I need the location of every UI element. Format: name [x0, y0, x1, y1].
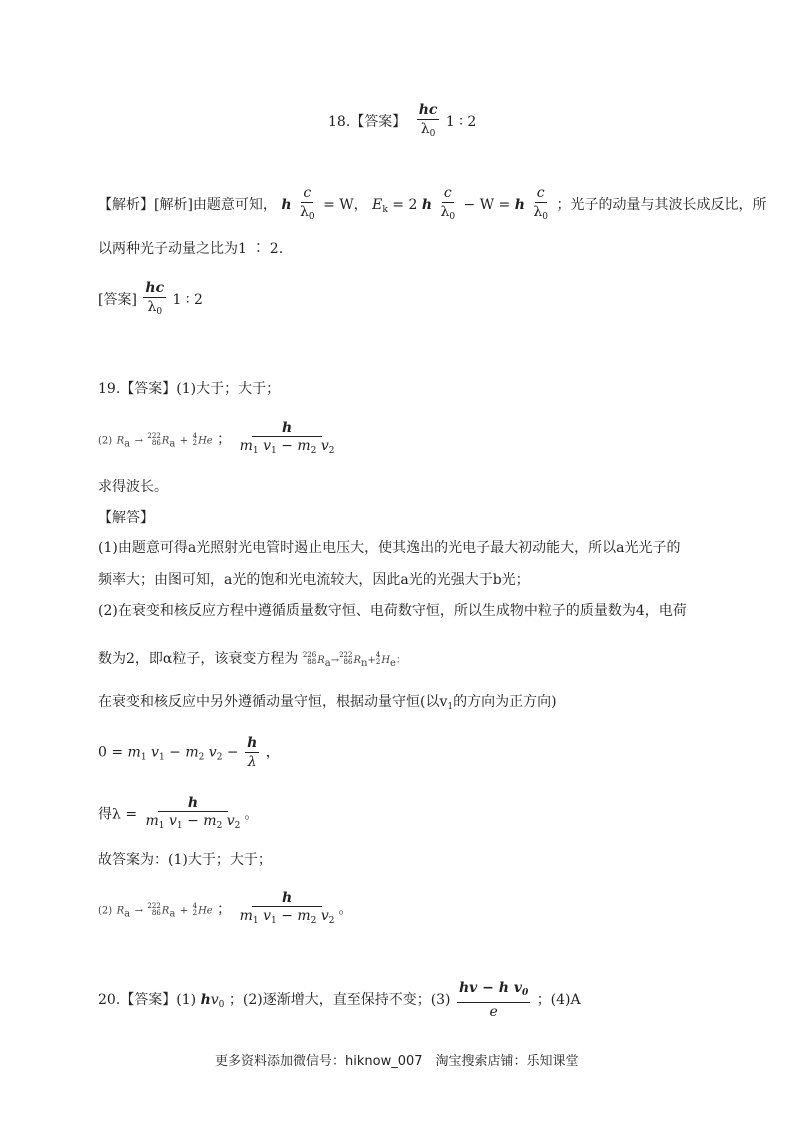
q19-wave-line: 求得波长。 [98, 479, 168, 495]
q19-result-eq: 得λ = $\frac{h}{m_1 v_1 - m_2 v_2}$ 。 [98, 795, 259, 831]
q19-p1-line2: 频率大；由图可知，a光的饱和光电流较大，因此a光的光强大于b光； [98, 572, 530, 588]
q19-p1-line1: (1)由题意可得a光照射光电管时遏止电压大，使其逸出的光电子最大初动能大，所以a光光子的 [98, 540, 681, 556]
q19-final-equation: (2) $R_a$ → 222 86 $R_a$ + 4 2 He ； $\frac{h}{m_1 v_1 - m_2 v_2}$ 。 [98, 890, 353, 926]
q19-title: 19.【答案】(1)大于；大于； [98, 381, 281, 397]
q18-answer-line [328, 102, 476, 142]
q19-final-prefix: 故答案为：(1)大于；大于； [98, 852, 272, 868]
q18-fraction: $\frac{hc}{\lambda_0}$ [418, 102, 438, 139]
q19-momentum-eq: $0 = m_1$ $v_1 - m_2$ $v_2$ − $\frac{h}{\lambda}$ ， [98, 735, 280, 770]
footer-text: 更多资料添加微信号：hiknow_007 淘宝搜索店铺：乐知课堂 [215, 1054, 579, 1069]
q19-momentum-line: 在衰变和核反应中另外遵循动量守恒，根据动量守恒(以$v_1$的方向为正方向) [98, 694, 557, 712]
q19-p2-line2: 数为2，即α粒子，该衰变方程为 226 88 $R_a\to$ 222 86 $R_n+$ 4 2 $H_e$： [98, 651, 406, 669]
q19-jieda: 【解答】 [98, 510, 154, 526]
q18-ratio: 1 ∶ 2 [445, 114, 477, 130]
q18-analysis-line1: 【解析】[解析]由题意可知， h $\frac{c}{\lambda_0}$ = W， $E_k = 2$ h $\frac{c}{\lambda_0}$ − W = h $\frac{c}{\lambda_0}$ ；光子的动量与其波长成反比，所 [98, 185, 767, 222]
q18-answer-repeat: [答案] $\frac{hc}{\lambda_0}$ 1 ∶ 2 [98, 280, 203, 317]
q20-answer-line: 20.【答案】(1) $hv_0$ ；(2)逐渐增大，直至保持不变；(3) $\frac{hv - h v_0}{e}$ ；(4)A [98, 980, 581, 1020]
q18-analysis-line2: 以两种光子动量之比为1 ∶ 2. [98, 241, 284, 257]
q19-part2-equation: (2) $R_a$ → 222 86 $R_a$ + 4 2 He ； $\frac{h}{m_1 v_1 - m_2 v_2}$ [98, 420, 335, 456]
q19-p2-line1: (2)在衰变和核反应方程中遵循质量数守恒、电荷数守恒，所以生成物中粒子的质量数为4，电荷 [98, 603, 687, 619]
q18-title: 18.【答案】 [328, 114, 407, 130]
